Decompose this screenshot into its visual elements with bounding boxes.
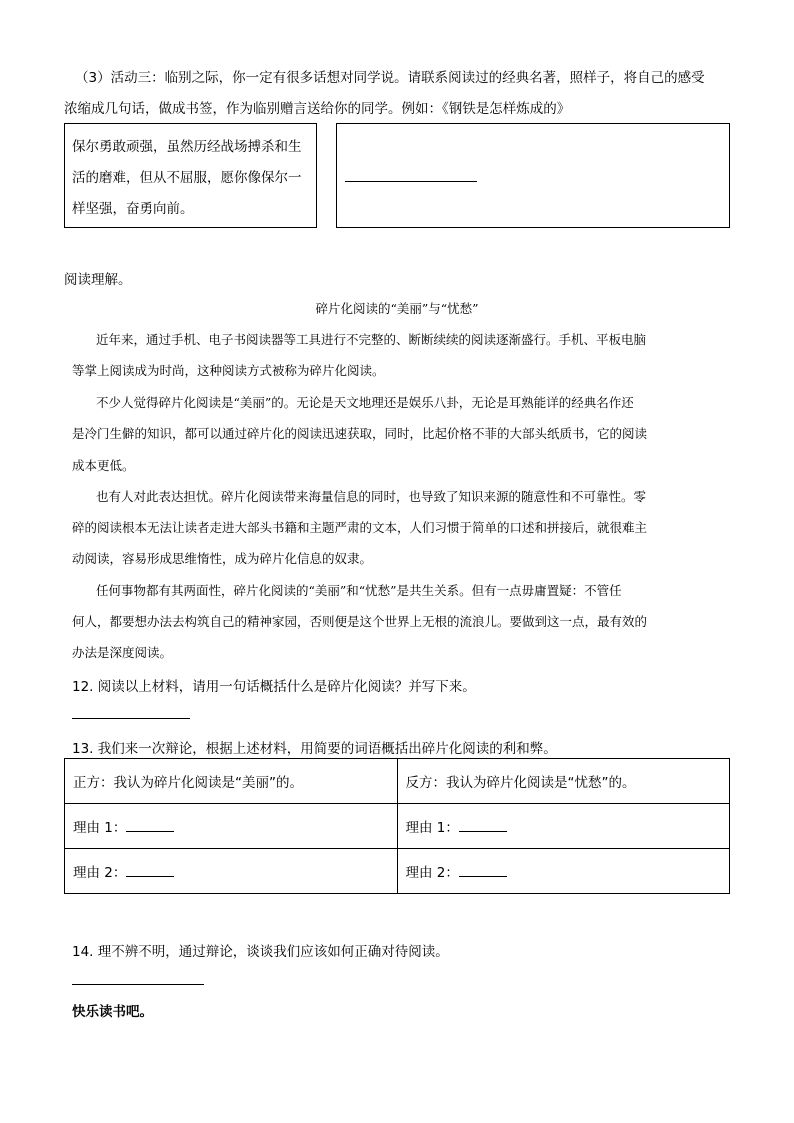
paragraph-line: 碎的阅读根本无法让读者走进大部头书籍和主题严肃的文本，人们习惯于简单的口述和拼接后，就很难主 [72, 520, 648, 535]
question-14: 14. 理不辨不明，通过辩论，谈谈我们应该如何正确对待阅读。 [72, 944, 449, 960]
paragraph-line: 任何事物都有其两面性，碎片化阅读的“美丽”和“忧愁”是共生关系。但有一点毋庸置疑：不管任 [96, 583, 622, 598]
section-heading: 快乐读书吧。 [72, 1004, 153, 1020]
example-bookmark-text: 保尔勇敢顽强，虽然历经战场搏杀和生活的磨难，但从不屈服，愿你像保尔一样坚强，奋勇向前。 [72, 139, 302, 217]
table-row [65, 759, 730, 804]
q12-answer-blank[interactable] [72, 718, 190, 719]
reason-label: 理由 2： [405, 865, 459, 881]
reading-heading: 阅读理解。 [64, 272, 132, 288]
reason-blank[interactable] [126, 817, 174, 832]
paragraph-line: 成本更低。 [72, 458, 135, 473]
paragraph-line: 近年来，通过手机、电子书阅读器等工具进行不完整的、断断续续的阅读逐渐盛行。手机、平板电脑 [96, 332, 647, 347]
paragraph-line: 不少人觉得碎片化阅读是“美丽”的。无论是天文地理还是娱乐八卦，无论是耳熟能详的经典名作还 [96, 395, 634, 410]
pro-reason-2[interactable] [65, 849, 398, 894]
example-bookmark-box [64, 123, 317, 228]
question-12: 12. 阅读以上材料，请用一句话概括什么是碎片化阅读？并写下来。 [72, 679, 476, 695]
con-header: 反方：我认为碎片化阅读是“忧愁”的。 [397, 759, 730, 804]
activity3-line1: （3）活动三：临别之际，你一定有很多话想对同学说。请联系阅读过的经典名著，照样子，将自己的感受 [75, 70, 705, 86]
paragraph-line: 也有人对此表达担忧。碎片化阅读带来海量信息的同时，也导致了知识来源的随意性和不可靠性。零 [96, 489, 647, 504]
con-reason-1[interactable] [397, 804, 730, 849]
paragraph-line: 是冷门生僻的知识，都可以通过碎片化的阅读迅速获取，同时，比起价格不菲的大部头纸质书，它的阅读 [72, 426, 648, 441]
paragraph-line: 何人，都要想办法去构筑自己的精神家园，否则便是这个世界上无根的流浪儿。要做到这一点，最有效的 [72, 614, 648, 629]
reading-title: 碎片化阅读的“美丽”与“忧愁” [315, 301, 479, 316]
activity3-line2: 浓缩成几句话，做成书签，作为临别赠言送给你的同学。例如：《钢铁是怎样炼成的》 [64, 101, 571, 117]
reason-blank[interactable] [459, 817, 507, 832]
paragraph-line: 等掌上阅读成为时尚，这种阅读方式被称为碎片化阅读。 [72, 363, 385, 378]
paragraph-line: 办法是深度阅读。 [72, 645, 173, 660]
reason-label: 理由 1： [73, 820, 127, 836]
question-13: 13. 我们来一次辩论，根据上述材料，用简要的词语概括出碎片化阅读的利和弊。 [72, 741, 557, 757]
answer-bookmark-box[interactable] [336, 123, 730, 228]
reason-label: 理由 1： [405, 820, 459, 836]
answer-blank[interactable] [345, 181, 477, 182]
pro-header: 正方：我认为碎片化阅读是“美丽”的。 [65, 759, 398, 804]
con-reason-2[interactable] [397, 849, 730, 894]
reason-blank[interactable] [459, 862, 507, 877]
table-row [65, 849, 730, 894]
reason-label: 理由 2： [73, 865, 127, 881]
reason-blank[interactable] [126, 862, 174, 877]
debate-table [64, 758, 730, 894]
q14-answer-blank[interactable] [72, 984, 204, 985]
paragraph-line: 动阅读，容易形成思维惰性，成为碎片化信息的奴隶。 [72, 551, 373, 566]
pro-reason-1[interactable] [65, 804, 398, 849]
table-row [65, 804, 730, 849]
